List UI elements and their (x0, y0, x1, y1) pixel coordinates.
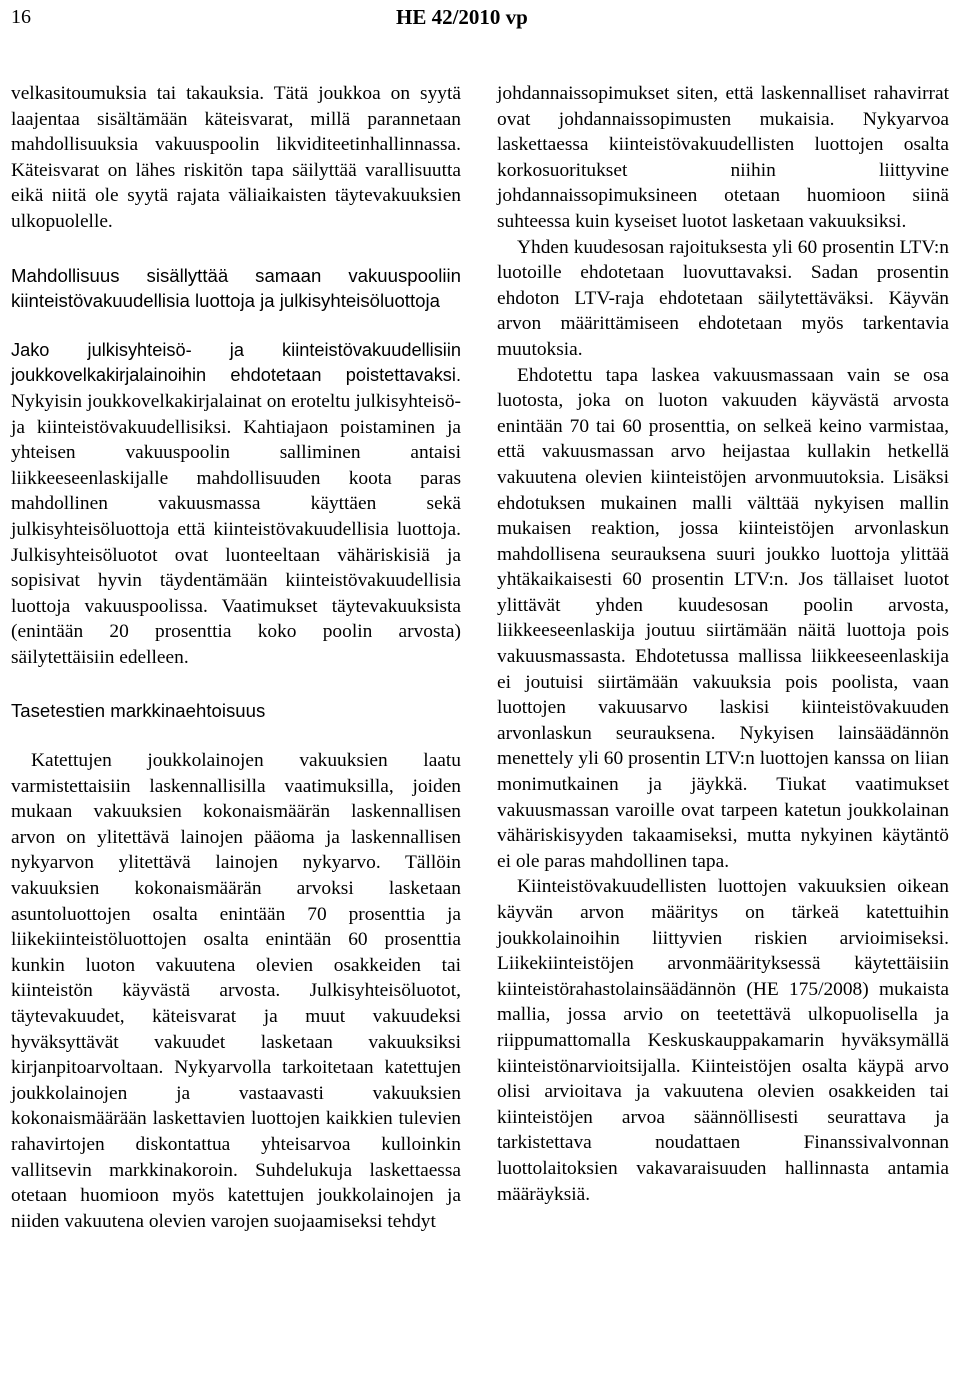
spacer (11, 314, 461, 338)
paragraph-fair-value: Kiinteistövakuudellisten luottojen vakuuksien oikean käyvän arvon määritys on tärkeä katettuihin joukkolainoihin liittyvien riskien arvioimiseksi. Liikekiinteistöjen arvonmäärityksessä käytettäisiin kiinteistörahastolainsäädännön (HE 175/2008) mukaista mallia, jossa arvio on teetettävä ulkopuolisella ja riippumattomalla Keskuskauppakamarin hyväksymällä kiinteistönarvioitsijalla. Kiinteistöjen osalta käypä arvo olisi arvioitava ja vakuutena olevien osakkeiden tai kiinteistöjen arvoa säännöllisesti seurattava ja tarkistettava noudattaen Finanssivalvonnan luottolaitoksien vakavaraisuuden hallinnasta antamia määräyksiä. (497, 876, 949, 1205)
section-heading-balance-tests: Tasetestien markkinaehtoisuus (11, 700, 266, 722)
section-heading-combined-pool: Mahdollisuus sisällyttää samaan vakuuspooliin kiinteistövakuudellisia luottoja ja julkisyhteisöluottoja (11, 264, 461, 312)
paragraph-body: Nykyisin joukkovelkakirjalainat on eroteltu julkisyhteisö- ja kiinteistövakuudellisiksi. Kahtiajaon poistaminen ja yhteisen vakuuspoolin salliminen antaisi liikkeeseenlaskijalle mahdollisuuden koota paras mahdollinen vakuusmassa käyttäen sekä julkisyhteisöluottoja että kiinteistövakuudellisia luottoja. Julkisyhteisöluotot ovat luonteeltaan vähäriskisiä ja sopisivat hyvin täydentämään kiinteistövakuudellisia luottoja vakuuspoolissa. Vaatimukset täytevakuuksista (enintään 20 prosenttia koko poolin arvosta) säilytettäisiin edelleen. (11, 390, 461, 668)
spacer (11, 724, 461, 748)
paragraph-ltv-limit: Yhden kuudesosan rajoituksesta yli 60 prosentin LTV:n luotoille ehdotetaan luovuttavaksi. Sadan prosentin ehdoton LTV-raja ehdotetaan säilytettäväksi. Käyvän arvon määrittämiseen ehdotetaan myös tarkentavia muutoksia. (497, 236, 949, 360)
spacer (11, 670, 461, 698)
left-column (11, 81, 461, 1234)
spacer (11, 235, 461, 263)
paragraph-pool-division (11, 338, 461, 671)
paragraph-proposed-method: Ehdotettu tapa laskea vakuusmassaan vain se osa luotosta, joka on luoton vakuuden käyvästä arvosta enintään 70 tai 60 prosenttia, on selkeä keino varmistaa, että vakuusmassan arvo heijastaa kullakin hetkellä vakuutena olevien kiinteistöjen arvonmuutoksia. Lisäksi ehdotuksen mukainen malli välttää nykyisen mallin mukaisen reaktion, jossa kiinteistöjen arvonlaskun mahdollisena seurauksena suuri joukko luottoja ylittää yhtäkaikaisesti 60 prosentin LTV:n. Jos tällaiset luotot ylittävät yhden kuudesosan poolin arvosta, liikkeeseenlaskija joutuu siirtämään näitä luottoja pois vakuusmassasta. Ehdotetussa mallissa liikkeeseenlaskija ei joutuisi siirtämään vakuuksia pois poolista, vaan luottojen vakuusarvo laskisi kiinteistövakuuden arvonlaskun seurauksena. Nykyisen lainsäädännön menettely yli 60 prosentin LTV:n luottojen kanssa on liian monimutkainen ja jäykkä. Tiukat vaatimukset vakuusmassan varoille ovat tarpeen katetun joukkolainan vähäriskisyyden takaamiseksi, mutta nykyinen käytäntö ei ole paras mahdollinen tapa. (497, 364, 949, 872)
paragraph-lead-sans: Jako julkisyhteisö- ja kiinteistövakuudellisiin joukkovelkakirjalainoihin ehdotetaan poistettavaksi. (11, 339, 461, 386)
paragraph-cash-assets: velkasitoumuksia tai takauksia. Tätä joukkoa on syytä laajentaa sisältämään käteisvarat, millä parannetaan mahdollisuuksia vakuuspoolin likviditeetinhallinnassa. Käteisvarat on lähes riskitön tapa säilyttää varallisuutta eikä niitä ole syytä rajata väliaikaisten täytevakuuksien ulkopuolelle. (11, 83, 461, 232)
page-header (0, 0, 960, 40)
paragraph-collateral-quality: Katettujen joukkolainojen vakuuksien laatu varmistettaisiin laskennallisilla vaatimuksilla, joiden mukaan vakuuksien kokonaismäärän laskennallisen arvon on ylitettävä lainojen pääoma ja laskennallisen nykyarvon ylitettävä lainojen nykyarvo. Tällöin vakuuksien kokonaismäärän arvoksi lasketaan asuntoluottojen osalta enintään 70 prosenttia ja liikekiinteistöluottojen osalta enintään 60 prosenttia kunkin luoton vakuutena olevien osakkeiden tai kiinteistön käyvästä arvosta. Julkisyhteisöluotot, täytevakuudet, käteisvarat ja muut vakuudeksi hyväksyttävät vakuudet lasketaan vakuuksiksi kirjanpitoarvoltaan. Nykyarvolla tarkoitetaan katettujen joukkolainojen ja vastaavasti vakuuksien kokonaismäärään laskettavien luottojen kaikkien tulevien rahavirtojen diskontattua yhteisarvoa kulloinkin vallitsevin markkinakoroin. Suhdelukuja laskettaessa otetaan huomioon myös katettujen joukkolainojen ja niiden vakuutena olevien varojen suojaamiseksi tehdyt (11, 750, 461, 1232)
right-column (497, 81, 949, 1207)
document-id: HE 42/2010 vp (396, 5, 528, 29)
page-number: 16 (11, 6, 31, 28)
paragraph-derivatives: johdannaissopimukset siten, että laskennalliset rahavirrat ovat johdannaissopimusten mukaisia. Nykyarvoa laskettaessa kiinteistövakuudellisten luottojen osalta korkosuoritukset niihin liittyvine johdannaissopimuksineen otetaan huomioon siinä suhteessa kuin kyseiset luotot lasketaan vakuuksiksi. (497, 83, 949, 232)
